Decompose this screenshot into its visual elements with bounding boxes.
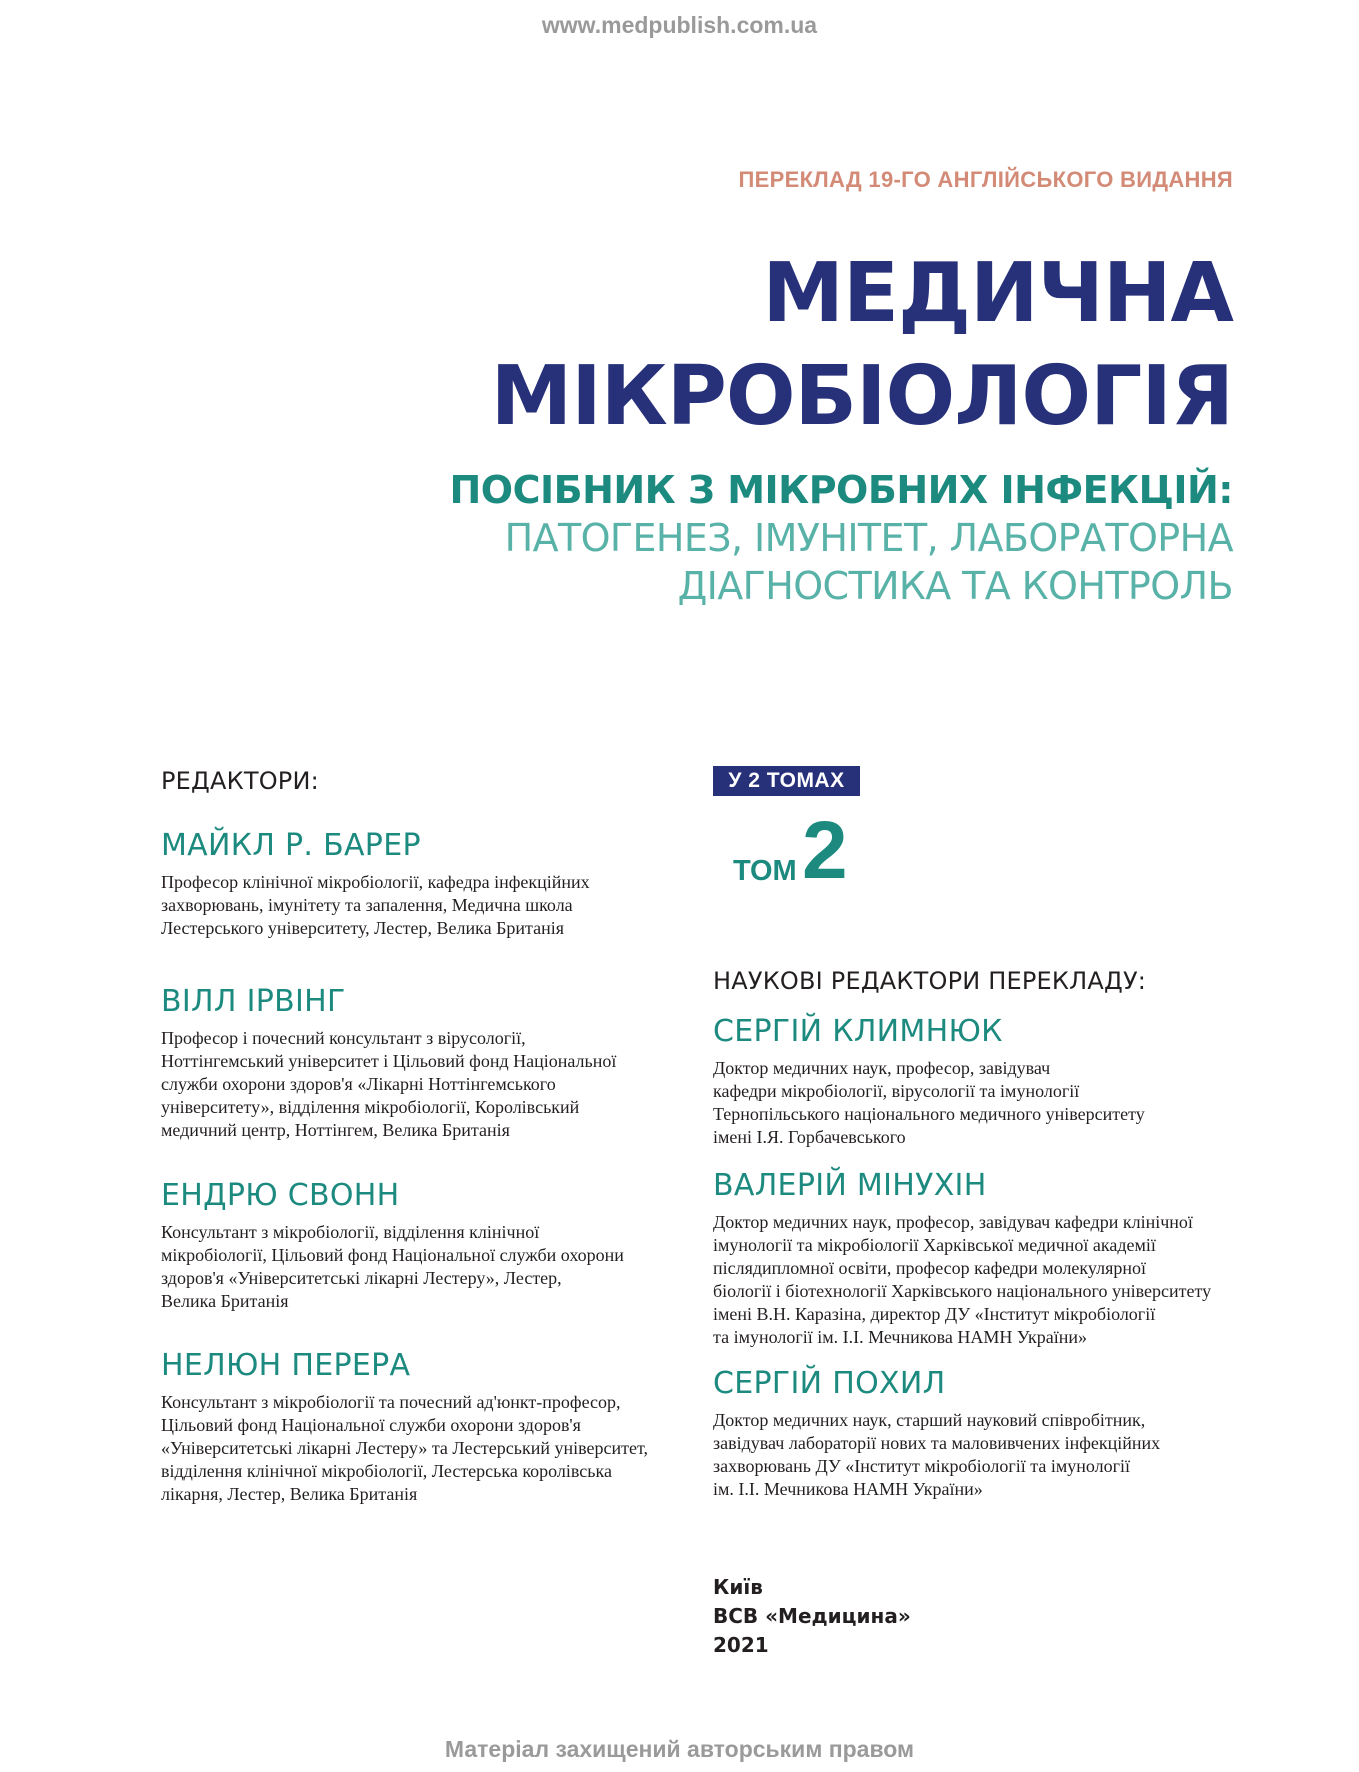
subtitle-line-3: ДІАГНОСТИКА ТА КОНТРОЛЬ [677,564,1233,608]
affiliation-line: Консультант з мікробіології та почесний ад'юнкт-професор, [161,1392,621,1412]
translation-editor-affiliation [713,1211,1211,1349]
publisher-city: Київ [713,1575,763,1599]
affiliation-line: Професор і почесний консультант з вірусології, [161,1028,526,1048]
affiliation-line: Консультант з мікробіології, відділення клінічної [161,1222,540,1242]
affiliation-line: лікарня, Лестер, Велика Британія [161,1484,418,1504]
affiliation-line: Цільовий фонд Національної служби охорони здоров'я [161,1415,581,1435]
affiliation-line: захворювань, імунітету та запалення, Медична школа [161,895,573,915]
affiliation-line: післядипломної освіти, професор кафедри молекулярної [713,1258,1147,1278]
subtitle-line-2: ПАТОГЕНЕЗ, ІМУНІТЕТ, ЛАБОРАТОРНА [504,516,1233,560]
editor-affiliation [161,871,590,940]
affiliation-line: Доктор медичних наук, професор, завідувач кафедри клінічної [713,1212,1193,1232]
translation-editor-affiliation [713,1057,1145,1149]
affiliation-line: Ноттінгемський університет і Цільовий фонд Національної [161,1051,617,1071]
affiliation-line: Лестерського університету, Лестер, Велика Британія [161,918,565,938]
book-title-line-1: МЕДИЧНА [762,246,1233,341]
affiliation-line: Доктор медичних наук, старший науковий співробітник, [713,1410,1146,1430]
affiliation-line: здоров'я «Університетські лікарні Лестеру», Лестер, [161,1268,562,1288]
editor-affiliation [161,1391,648,1506]
editor-entry [161,984,616,1142]
volume-number: 2 [802,805,848,896]
copyright-notice: Матеріал захищений авторським правом [444,1736,915,1762]
affiliation-line: ім. І.І. Мечникова НАМН України» [713,1479,983,1499]
editor-name: НЕЛЮН ПЕРЕРА [161,1348,411,1383]
translation-editor-entry [713,1168,1211,1349]
editor-name: ЕНДРЮ СВОНН [161,1178,400,1213]
translation-editor-name: СЕРГІЙ ПОХИЛ [713,1366,946,1401]
affiliation-line: служби охорони здоров'я «Лікарні Ноттінгемського [161,1074,556,1094]
volume-count-badge: У 2 ТОМАХ [713,766,860,796]
publication-year: 2021 [713,1633,769,1657]
affiliation-line: відділення клінічної мікробіології, Лестерська королівська [161,1461,612,1481]
editor-name: ВІЛЛ ІРВІНГ [161,984,346,1019]
edition-note: ПЕРЕКЛАД 19-ГО АНГЛІЙСЬКОГО ВИДАННЯ [738,167,1233,192]
translation-editors-heading: НАУКОВІ РЕДАКТОРИ ПЕРЕКЛАДУ: [713,967,1147,995]
affiliation-line: захворювань ДУ «Інститут мікробіології та імунології [713,1456,1131,1476]
subtitle-line-1: ПОСІБНИК З МІКРОБНИХ ІНФЕКЦІЙ: [449,468,1233,512]
editor-entry [161,1178,624,1313]
editors-heading: РЕДАКТОРИ: [161,767,319,795]
affiliation-line: імені В.Н. Каразіна, директор ДУ «Інститут мікробіології [713,1304,1156,1324]
editor-name: МАЙКЛ Р. БАРЕР [161,828,421,863]
editor-entry [161,828,590,940]
affiliation-line: Велика Британія [161,1291,289,1311]
affiliation-line: «Університетські лікарні Лестеру» та Лестерський університет, [161,1438,649,1458]
volume-label: ТОМ [733,855,797,887]
affiliation-line: університету», відділення мікробіології, Королівський [161,1097,580,1117]
affiliation-line: медичний центр, Ноттінгем, Велика Британія [161,1120,510,1140]
affiliation-line: завідувач лабораторії нових та маловивчених інфекційних [713,1433,1161,1453]
affiliation-line: Тернопільського національного медичного університету [713,1104,1145,1124]
translation-editor-entry [713,1014,1145,1149]
affiliation-line: кафедри мікробіології, вірусології та імунології [713,1081,1080,1101]
translation-editor-affiliation [713,1409,1160,1501]
translation-editor-name: ВАЛЕРІЙ МІНУХІН [713,1168,987,1203]
publisher-name: ВСВ «Медицина» [713,1604,911,1628]
affiliation-line: Професор клінічної мікробіології, кафедра інфекційних [161,872,590,892]
translation-editor-name: СЕРГІЙ КЛИМНЮК [713,1014,1003,1049]
editor-affiliation [161,1221,624,1313]
editor-entry [161,1348,648,1506]
site-url: www.medpublish.com.ua [541,12,818,38]
affiliation-line: мікробіології, Цільовий фонд Національної служби охорони [161,1245,624,1265]
affiliation-line: Доктор медичних наук, професор, завідувач [713,1058,1051,1078]
affiliation-line: імунології та мікробіології Харківської медичної академії [713,1235,1156,1255]
affiliation-line: біології і біотехнології Харківського національного університету [713,1281,1212,1301]
book-title-line-2: МІКРОБІОЛОГІЯ [490,349,1233,444]
translation-editor-entry [713,1366,1160,1501]
editor-affiliation [161,1027,616,1142]
affiliation-line: та імунології ім. І.І. Мечникова НАМН України» [713,1327,1087,1347]
affiliation-line: імені І.Я. Горбачевського [713,1127,906,1147]
